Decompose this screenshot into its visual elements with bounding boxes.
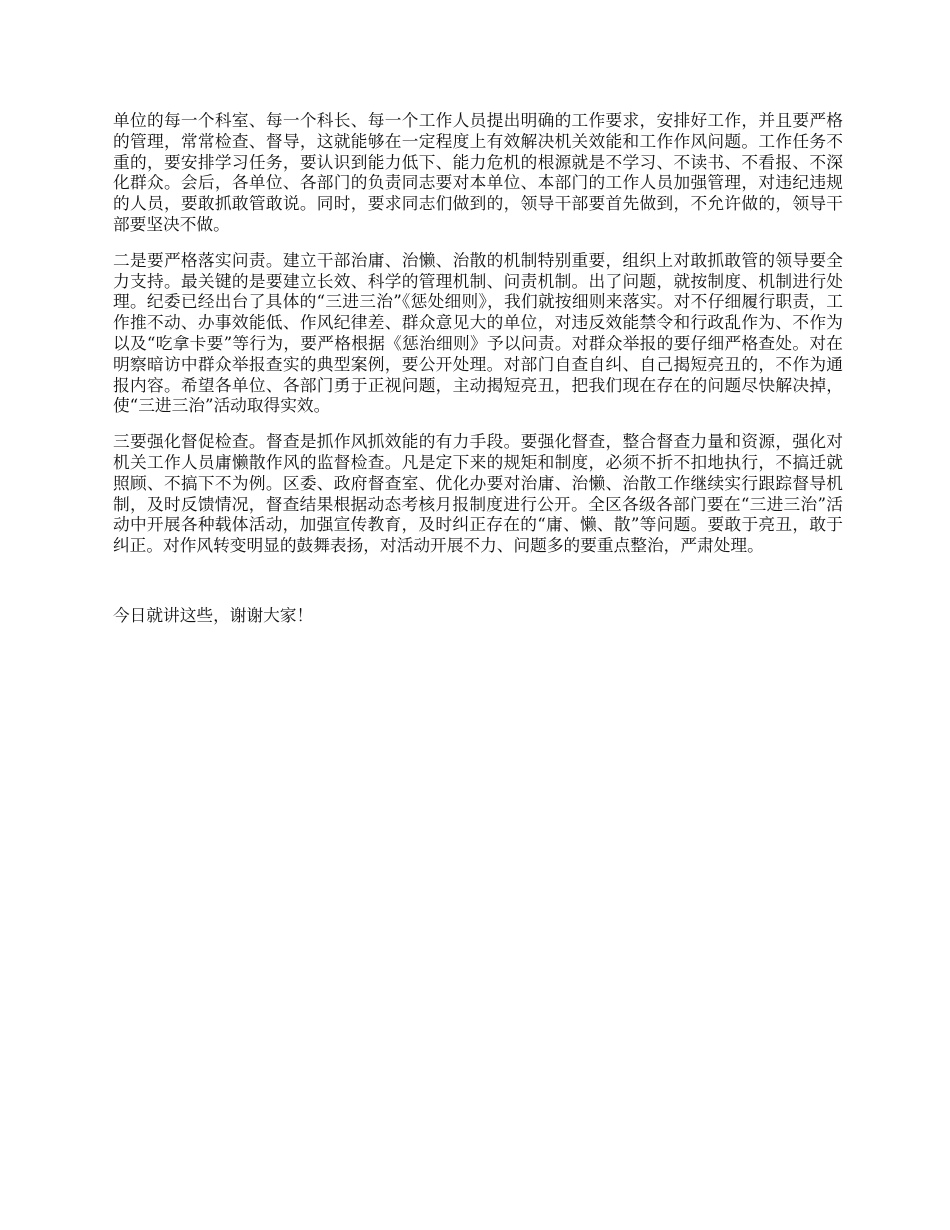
paragraph-spacer	[113, 571, 843, 605]
closing-remark: 今日就讲这些，谢谢大家！	[113, 604, 314, 625]
paragraph-supervision: 三要强化督促检查。督查是抓作风抓效能的有力手段。要强化督查，整合督查力量和资源，强化对机关工作人员庸懒散作风的监督检查。凡是定下来的规矩和制度，必须不折不扣地执行，不搞迁就照顾、不搞下不为例。区委、政府督查室、优化办要对治庸、治懒、治散工作继续实行跟踪督导机制，及时反馈情况，督查结果根据动态考核月报制度进行公开。全区各级各部门要在“三进三治”活动中开展各种载体活动，加强宣传教育，及时纠正存在的“庸、懒、散”等问题。要敢于亮丑，敢于纠正。对作风转变明显的鼓舞表扬，对活动开展不力、问题多的要重点整治，严肃处理。	[113, 431, 843, 556]
paragraph-work-requirements: 单位的每一个科室、每一个科长、每一个工作人员提出明确的工作要求，安排好工作，并且要严格的管理，常常检查、督导，这就能够在一定程度上有效解决机关效能和工作作风问题。工作任务不重的，要安排学习任务，要认识到能力低下、能力危机的根源就是不学习、不读书、不看报、不深化群众。会后，各单位、各部门的负责同志要对本单位、本部门的工作人员加强管理，对违纪违规的人员，要敢抓敢管敢说。同时，要求同志们做到的，领导干部要首先做到，不允许做的，领导干部要坚决不做。	[113, 110, 843, 234]
document-body	[113, 110, 843, 626]
paragraph-accountability: 二是要严格落实问责。建立干部治庸、治懒、治散的机制特别重要，组织上对敢抓敢管的领导要全力支持。最关键的是要建立长效、科学的管理机制、问责机制。出了问题，就按制度、机制进行处理。纪委已经出台了具体的“三进三治”《惩处细则》，我们就按细则来落实。对不仔细履行职责，工作推不动、办事效能低、作风纪律差、群众意见大的单位，对违反效能禁令和行政乱作为、不作为以及“吃拿卡要”等行为，要严格根据《惩治细则》予以问责。对群众举报的要仔细严格查处。对在明察暗访中群众举报查实的典型案例，要公开处理。对部门自查自纠、自己揭短亮丑的，不作为通报内容。希望各单位、各部门勇于正视问题，主动揭短亮丑，把我们现在存在的问题尽快解决掉，使“三进三治”活动取得实效。	[113, 249, 843, 416]
